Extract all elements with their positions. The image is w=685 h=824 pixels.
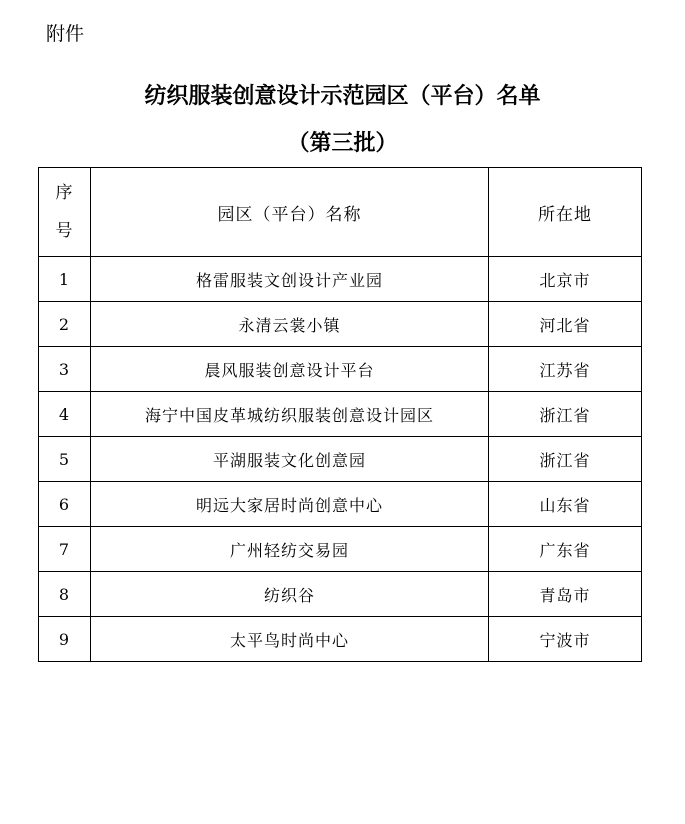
document-subtitle: （第三批）: [287, 130, 398, 156]
row-location: 山东省: [489, 482, 642, 527]
row-location: 浙江省: [489, 392, 642, 437]
row-number: 2: [39, 302, 91, 347]
row-number: 3: [39, 347, 91, 392]
row-park-name: 广州轻纺交易园: [91, 527, 489, 572]
row-number: 8: [39, 572, 91, 617]
row-number: 6: [39, 482, 91, 527]
header-park-name: 园区（平台）名称: [91, 168, 489, 257]
row-location: 江苏省: [489, 347, 642, 392]
row-location: 青岛市: [489, 572, 642, 617]
row-number: 9: [39, 617, 91, 662]
table-row: [39, 572, 642, 617]
row-park-name: 平湖服装文化创意园: [91, 437, 489, 482]
row-location: 河北省: [489, 302, 642, 347]
row-number: 7: [39, 527, 91, 572]
document-title: 纺织服装创意设计示范园区（平台）名单: [144, 83, 541, 109]
table-row: [39, 482, 642, 527]
row-location: 宁波市: [489, 617, 642, 662]
row-park-name: 太平鸟时尚中心: [91, 617, 489, 662]
table-row: [39, 302, 642, 347]
header-location: 所在地: [489, 168, 642, 257]
table-row: [39, 257, 642, 302]
row-number: 1: [39, 257, 91, 302]
row-location: 广东省: [489, 527, 642, 572]
header-serial-number: 序号: [39, 168, 91, 257]
row-park-name: 格雷服装文创设计产业园: [91, 257, 489, 302]
table-row: [39, 392, 642, 437]
row-park-name: 纺织谷: [91, 572, 489, 617]
attachment-label: 附件: [46, 23, 85, 45]
park-list-table: [38, 167, 642, 662]
row-park-name: 明远大家居时尚创意中心: [91, 482, 489, 527]
row-location: 浙江省: [489, 437, 642, 482]
table-header-row: [39, 168, 642, 257]
row-park-name: 永清云裳小镇: [91, 302, 489, 347]
row-number: 5: [39, 437, 91, 482]
table-row: [39, 527, 642, 572]
table-row: [39, 437, 642, 482]
row-number: 4: [39, 392, 91, 437]
row-park-name: 晨风服装创意设计平台: [91, 347, 489, 392]
table-row: [39, 617, 642, 662]
row-location: 北京市: [489, 257, 642, 302]
table-row: [39, 347, 642, 392]
row-park-name: 海宁中国皮革城纺织服装创意设计园区: [91, 392, 489, 437]
